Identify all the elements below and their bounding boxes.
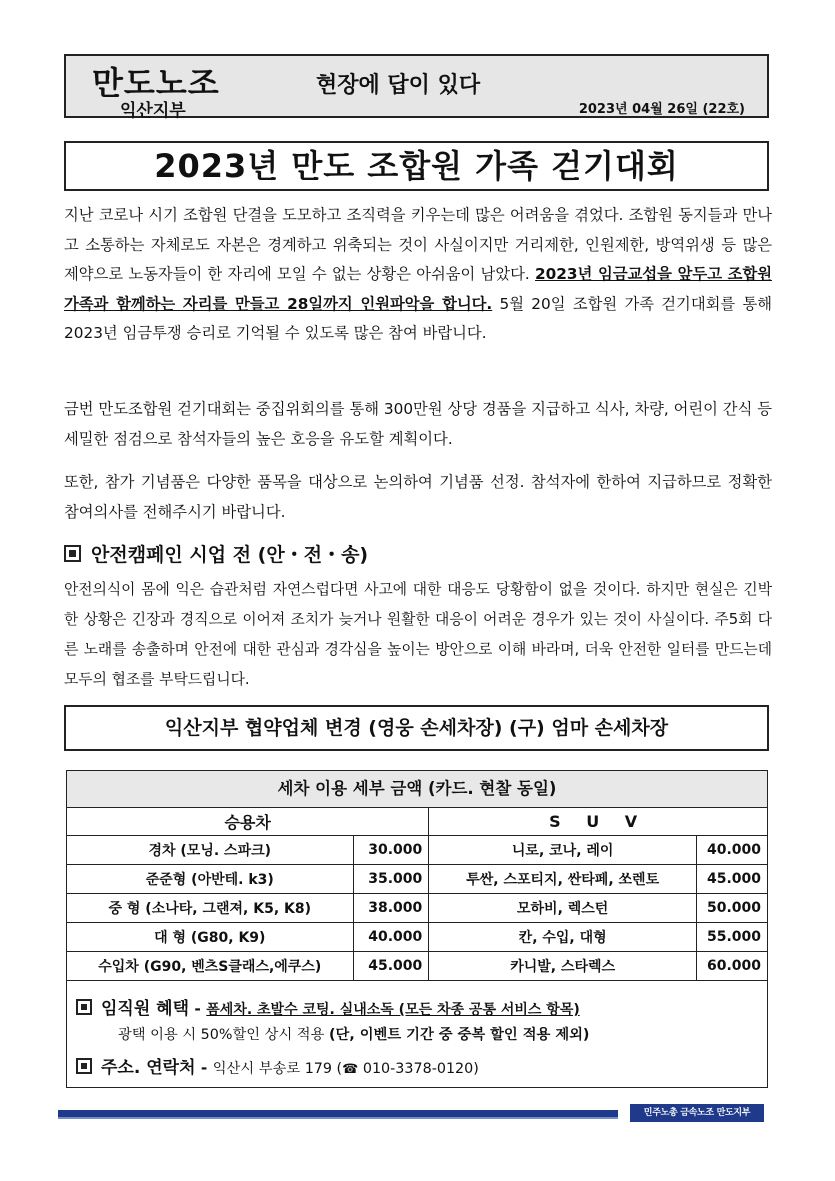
table-row	[67, 923, 767, 952]
price-table	[67, 807, 767, 981]
address-dash: -	[195, 1059, 213, 1077]
col-sedan-header: 승용차	[67, 808, 429, 836]
partner-change-banner: 익산지부 협약업체 변경 (영웅 손세차장) (구) 엄마 손세차장	[64, 705, 769, 751]
sedan-type: 경차 (모닝. 스파크)	[67, 836, 353, 865]
suv-price: 45.000	[697, 865, 767, 894]
phone-number: 010-3378-0120)	[358, 1061, 479, 1077]
sedan-type: 준준형 (아반테. k3)	[67, 865, 353, 894]
page-title: 2023년 만도 조합원 가족 걷기대회	[64, 141, 769, 191]
footer-bar	[58, 1110, 618, 1117]
address-line	[76, 1053, 479, 1078]
polish-discount-text: 광택 이용 시 50%할인 상시 적용	[118, 1027, 329, 1043]
square-bullet-icon	[64, 545, 81, 562]
union-logo: 민주노총 금속노조 만도지부	[630, 1104, 764, 1122]
issue-date: 2023년 04월 26일 (22호)	[578, 102, 745, 117]
benefit-detail: 폼세차. 초발수 코팅. 실내소독 (모든 차종 공통 서비스 항목)	[206, 1002, 580, 1018]
employee-benefit-line	[76, 994, 580, 1019]
sedan-price: 38.000	[353, 894, 429, 923]
suv-type: 니로, 코나, 레이	[429, 836, 697, 865]
header-box	[64, 54, 769, 121]
address-text: 익산시 부송로 179 (	[212, 1061, 343, 1077]
square-bullet-icon	[76, 999, 92, 1015]
phone-icon: ☎	[342, 1062, 359, 1077]
walk-event-paragraph: 금번 만도조합원 걷기대회는 중집위회의를 통해 300만원 상당 경품을 지급하고 식사, 차량, 어린이 간식 등 세밀한 점검으로 참석자들의 높은 호응을 유도할 계획이다.	[64, 400, 772, 448]
safety-paragraph: 안전의식이 몸에 익은 습관처럼 자연스럽다면 사고에 대한 대응도 당황함이 없을 것이다. 하지만 현실은 긴박한 상황은 긴장과 경직으로 이어져 조치가 늦거나 원활한 대응이 어려운 경우가 있는 것이 사실이다. 주5회 다른 노래를 송출하며 안전에 대한 관심과 경각심을 높이는 방안으로 이해 바라며, 더욱 안전한 일터를 만드는데 모두의 협조를 부탁드립니다.	[64, 581, 772, 688]
table-header-row	[67, 808, 767, 836]
intro-paragraph	[64, 201, 772, 349]
footer-bar-thin	[58, 1117, 618, 1119]
discount-exclusion-text: (단, 이벤트 기간 중 중복 할인 적용 제외)	[328, 1027, 590, 1043]
suv-price: 50.000	[697, 894, 767, 923]
section-heading-text: 안전캠페인 시업 전 (안・전・송)	[91, 544, 369, 566]
polish-discount-line	[118, 1024, 589, 1044]
suv-price: 40.000	[697, 836, 767, 865]
benefit-dash: -	[189, 1000, 207, 1018]
suv-type: 투싼, 스포티지, 싼타페, 쏘렌토	[429, 865, 697, 894]
sedan-price: 40.000	[353, 923, 429, 952]
suv-price: 60.000	[697, 952, 767, 981]
sedan-type: 대 형 (G80, K9)	[67, 923, 353, 952]
souvenir-paragraph: 또한, 참가 기념품은 다양한 품목을 대상으로 논의하여 기념품 선정. 참석자에 한하여 지급하므로 정확한 참여의사를 전해주시기 바랍니다.	[64, 473, 772, 521]
intro-text-1: 지난 코로나 시기 조합원 단결을 도모하고 조직력을 키우는데 많은 어려움을 겪었다. 조합원 동지들과 만나고 소통하는 자체로도 자본은 경계하고 위축되는 것이 사실이지만 거리제한, 인원제한, 방역위생 등 많은 제약으로 노동자들이 한 자리에 모일 수 없는 상황은 아쉬움이 남았다.	[64, 206, 772, 283]
intro-text-2: 5월 20일 조합원 가족 걷기대회를 통해 2023년 임금투쟁 승리로 기억될 수 있도록 많은 참여 바랍니다.	[64, 294, 773, 342]
square-bullet-icon	[76, 1058, 92, 1074]
safety-section-heading	[64, 540, 368, 567]
slogan: 현장에 답이 있다	[316, 73, 481, 98]
table-row	[67, 894, 767, 923]
suv-type: 모하비, 렉스턴	[429, 894, 697, 923]
price-table-title: 세차 이용 세부 금액 (카드. 현찰 동일)	[67, 771, 767, 808]
col-suv-header: S U V	[429, 808, 767, 836]
intro-bold-text: 2023년 임금교섭을 앞두고 조합원 가족과 함께하는 자리를 만들고 28일까지 인원파악을 합니다.	[64, 265, 772, 313]
address-label: 주소. 연락처	[101, 1058, 196, 1078]
suv-type: 카니발, 스타렉스	[429, 952, 697, 981]
sedan-type: 중 형 (소나타, 그랜져, K5, K8)	[67, 894, 353, 923]
suv-type: 칸, 수입, 대형	[429, 923, 697, 952]
sedan-type: 수입차 (G90, 벤츠S클래스,에쿠스)	[67, 952, 353, 981]
suv-price: 55.000	[697, 923, 767, 952]
union-name: 만도노조	[92, 64, 220, 102]
table-row	[67, 952, 767, 981]
table-row	[67, 865, 767, 894]
table-row	[67, 836, 767, 865]
sedan-price: 45.000	[353, 952, 429, 981]
sedan-price: 35.000	[353, 865, 429, 894]
sedan-price: 30.000	[353, 836, 429, 865]
benefit-label: 임직원 혜택	[101, 999, 190, 1019]
branch-name: 익산지부	[120, 101, 186, 121]
